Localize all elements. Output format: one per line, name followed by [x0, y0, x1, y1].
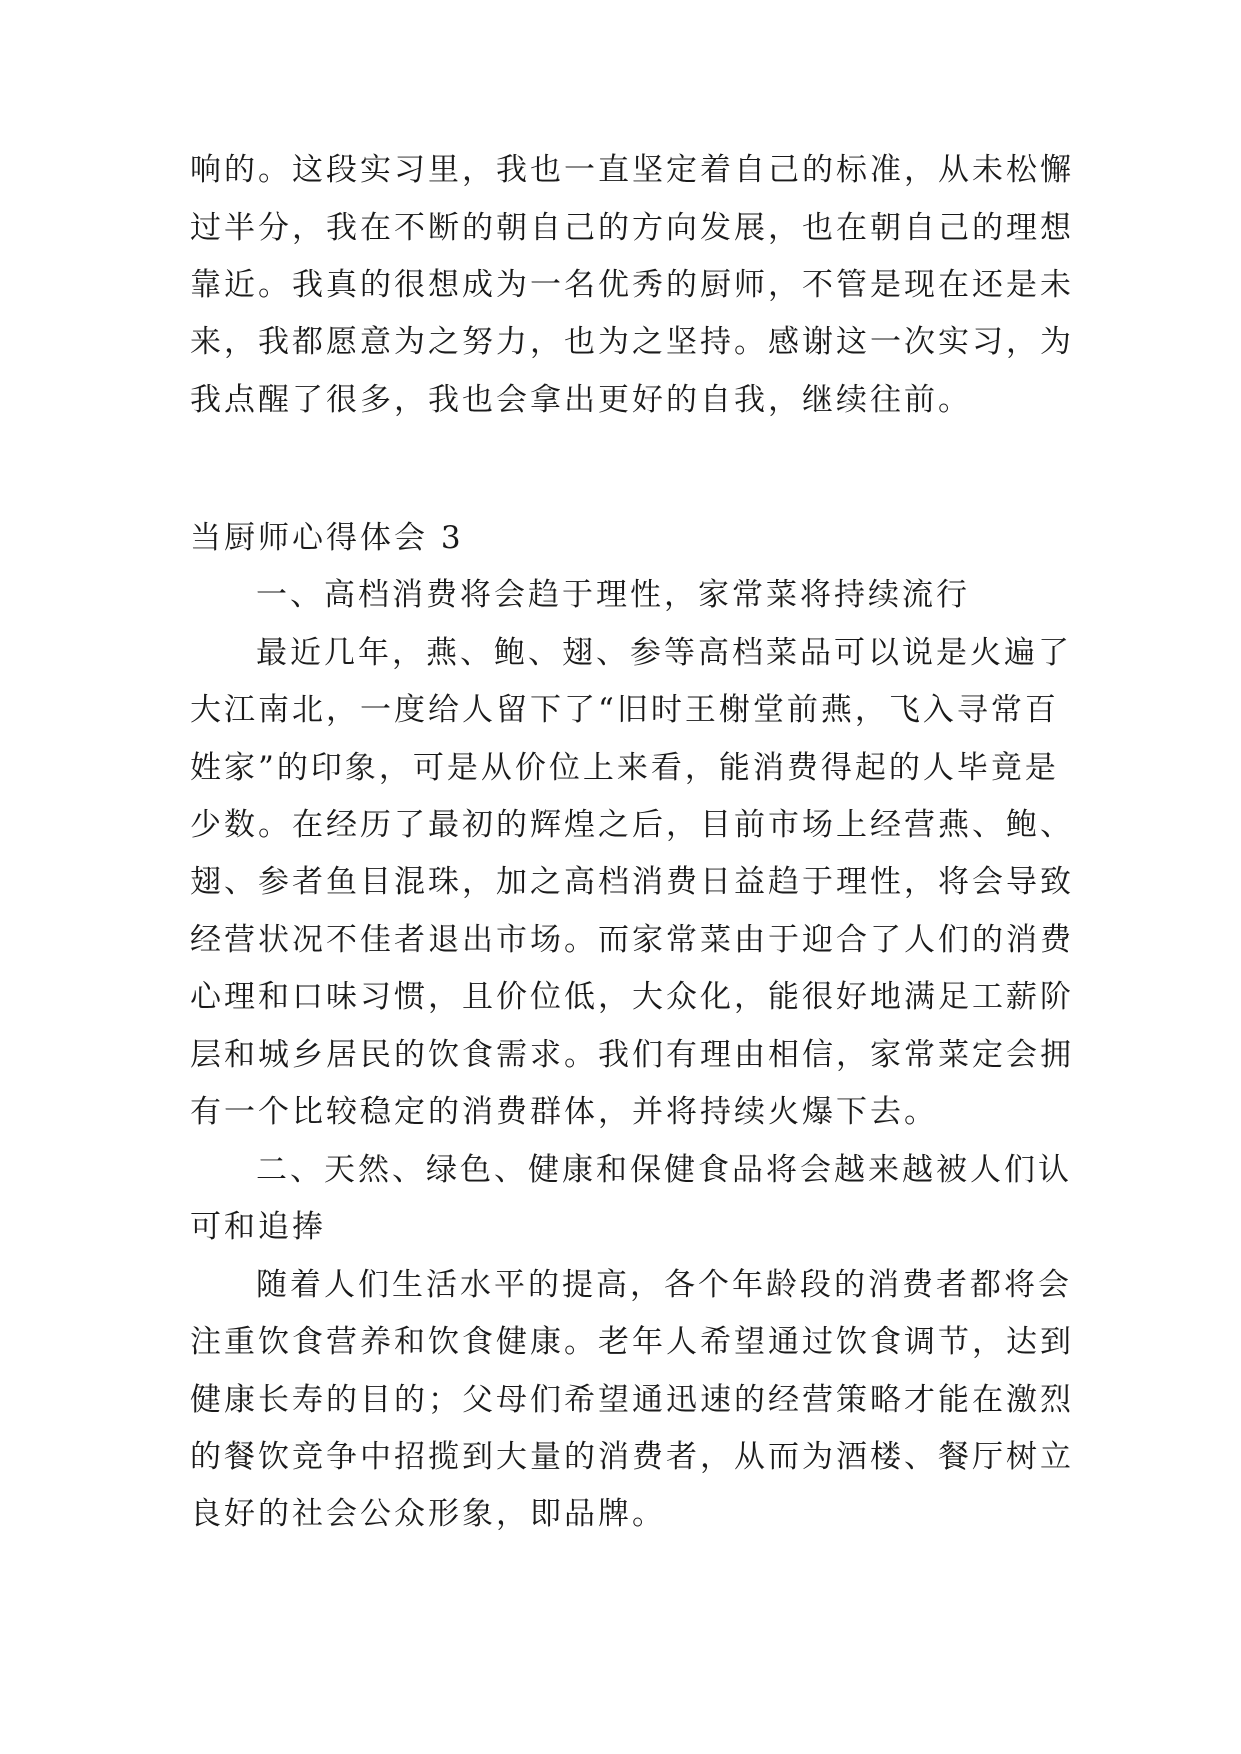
intro-line-3: 靠近。我真的很想成为一名优秀的厨师，不管是现在还是未: [190, 267, 1074, 303]
para-2-line-4: 的餐饮竞争中招揽到大量的消费者，从而为酒楼、餐厅树立: [190, 1439, 1074, 1475]
para-2-line-1: 随着人们生活水平的提高，各个年龄段的消费者都将会: [256, 1267, 1072, 1303]
para-1-line-4: 少数。在经历了最初的辉煌之后，目前市场上经营燕、鲍、: [190, 807, 1074, 843]
para-1-line-2: 大江南北，一度给人留下了“旧时王榭堂前燕，飞入寻常百: [190, 692, 1059, 728]
para-2-line-2: 注重饮食营养和饮食健康。老年人希望通过饮食调节，达到: [190, 1324, 1074, 1360]
para-1-line-7: 心理和口味习惯，且价位低，大众化，能很好地满足工薪阶: [190, 979, 1074, 1015]
para-1-line-3: 姓家”的印象，可是从价位上来看，能消费得起的人毕竟是: [190, 750, 1059, 786]
intro-line-1: 响的。这段实习里，我也一直坚定着自己的标准，从未松懈: [190, 152, 1074, 188]
para-2-line-3: 健康长寿的目的；父母们希望通迅速的经营策略才能在激烈: [190, 1382, 1074, 1418]
intro-line-4: 来，我都愿意为之努力，也为之坚持。感谢这一次实习，为: [190, 324, 1074, 360]
para-1-line-1: 最近几年，燕、鲍、翅、参等高档菜品可以说是火遍了: [256, 635, 1072, 671]
section-title: 当厨师心得体会 3: [190, 520, 464, 556]
para-1-line-6: 经营状况不佳者退出市场。而家常菜由于迎合了人们的消费: [190, 922, 1074, 958]
para-1-line-5: 翅、参者鱼目混珠，加之高档消费日益趋于理性，将会导致: [190, 864, 1074, 900]
para-1-line-9: 有一个比较稳定的消费群体，并将持续火爆下去。: [190, 1094, 938, 1130]
para-1-line-8: 层和城乡居民的饮食需求。我们有理由相信，家常菜定会拥: [190, 1037, 1074, 1073]
heading-2-line-1: 二、天然、绿色、健康和保健食品将会越来越被人们认: [256, 1152, 1072, 1188]
intro-line-2: 过半分，我在不断的朝自己的方向发展，也在朝自己的理想: [190, 210, 1074, 246]
para-2-line-5: 良好的社会公众形象，即品牌。: [190, 1496, 666, 1532]
intro-line-5: 我点醒了很多，我也会拿出更好的自我，继续往前。: [190, 382, 972, 418]
heading-2-line-2: 可和追捧: [190, 1209, 326, 1245]
heading-1: 一、高档消费将会趋于理性，家常菜将持续流行: [256, 577, 970, 613]
